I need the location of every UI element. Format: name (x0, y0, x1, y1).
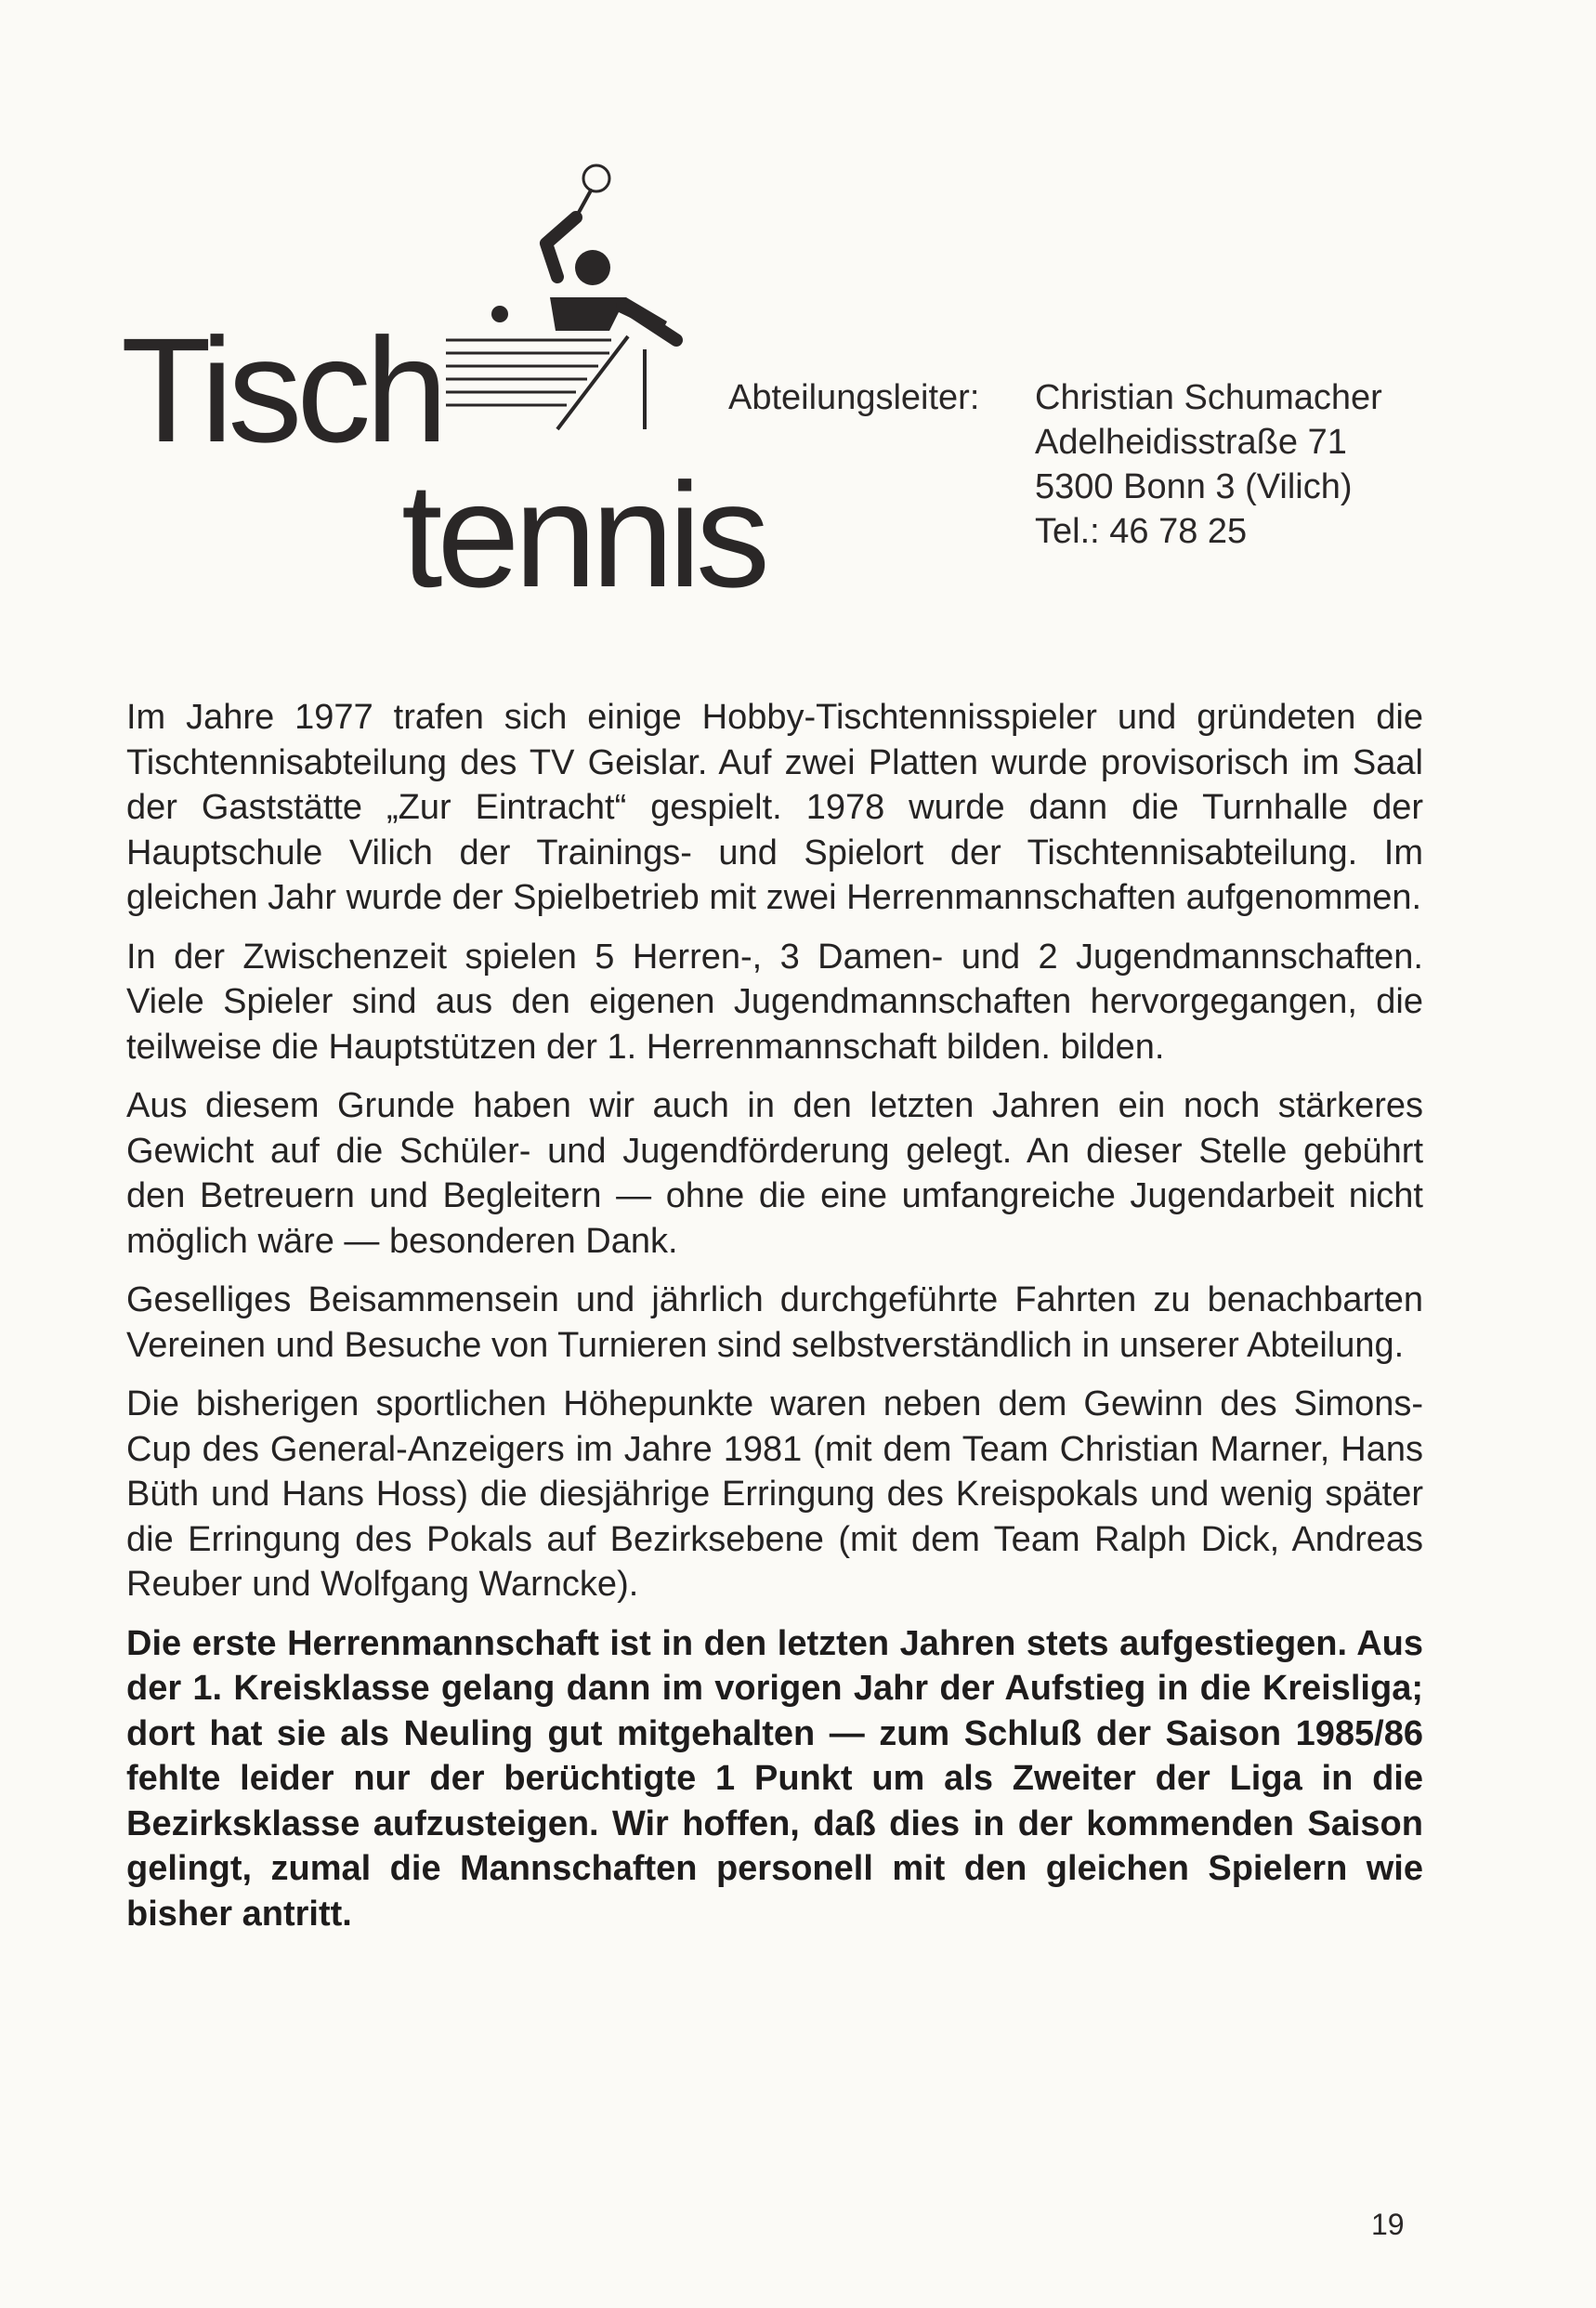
contact-city: 5300 Bonn 3 (Vilich) (1035, 467, 1353, 506)
paragraph-youth: Aus diesem Grunde haben wir auch in den letzten Jahren ein noch stärkeres Gewicht auf die Schüler- und Jugendförderung gelegt. An dieser Stelle gebührt den Betreuern und Begleitern — ohne die eine umfangreiche Jugendarbeit nicht möglich wäre — besonderen Dank. (126, 1086, 1423, 1261)
contact-street: Adelheidisstraße 71 (1035, 423, 1347, 462)
contact-row-city (728, 465, 1382, 509)
paragraph-social: Geselliges Beisammensein und jährlich durchgeführte Fahrten zu benachbarten Vereinen und Besuche von Turnieren sind selbstverständlich in unserer Abteilung. (126, 1280, 1423, 1365)
contact-name: Christian Schumacher (1035, 378, 1382, 417)
table-tennis-player-icon (437, 158, 715, 474)
contact-row-street (728, 420, 1382, 465)
paragraph-history: Im Jahre 1977 trafen sich einige Hobby-Tischtennisspieler und gründeten die Tischtennisabteilung des TV Geislar. Auf zwei Platten wurde provisorisch im Saal der Gaststätte „Zur Eintracht“ gespielt. 1978 wurde dann die Turnhalle der Hauptschule Vilich der Trainings- und Spielort der Tischtennisabteilung. Im gleichen Jahr wurde der Spielbetrieb mit zwei Herrenmannschaften aufgenommen. (126, 698, 1423, 917)
logo-word-tisch: Tisch (121, 307, 443, 473)
paragraph-first-team: Die erste Herrenmannschaft ist in den letzten Jahren stets aufgestiegen. Aus der 1. Kreisklasse gelang dann im vorigen Jahr der Aufstieg in die Kreisliga; dort hat sie als Neuling gut mitgehalten — zum Schluß der Saison 1985/86 fehlte leider nur der berüchtigte 1 Punkt um als Zweiter der Liga in die Bezirksklasse aufzusteigen. Wir hoffen, daß dies in der kommenden Saison gelingt, zumal die Mannschaften personell mit den gleichen Spielern wie bisher antritt. (126, 1623, 1423, 1934)
contact-row-name (728, 375, 1382, 420)
contact-row-phone (728, 509, 1382, 554)
contact-phone: Tel.: 46 78 25 (1035, 512, 1248, 551)
paragraph-highlights: Die bisherigen sportlichen Höhepunkte waren neben dem Gewinn des Simons-Cup des General-Anzeigers im Jahre 1981 (mit dem Team Christian Marner, Hans Büth und Hans Hoss) die diesjährige Erringung des Kreispokals und wenig später die Erringung des Pokals auf Bezirksebene (mit dem Team Ralph Dick, Andreas Reuber und Wolfgang Warncke). (126, 1384, 1423, 1604)
article-body (126, 695, 1423, 1950)
logo-word-tennis: tennis (401, 452, 765, 618)
contact-block (728, 375, 1382, 554)
contact-label: Abteilungsleiter: (728, 378, 980, 417)
section-header (0, 0, 1596, 650)
page-number: 19 (1371, 2208, 1405, 2241)
paragraph-teams: In der Zwischenzeit spielen 5 Herren-, 3 Damen- und 2 Jugendmannschaften. Viele Spieler sind aus den eigenen Jugendmannschaften hervorgegangen, die teilweise die Hauptstützen der 1. Herrenmannschaft bilden. bilden. (126, 937, 1423, 1067)
